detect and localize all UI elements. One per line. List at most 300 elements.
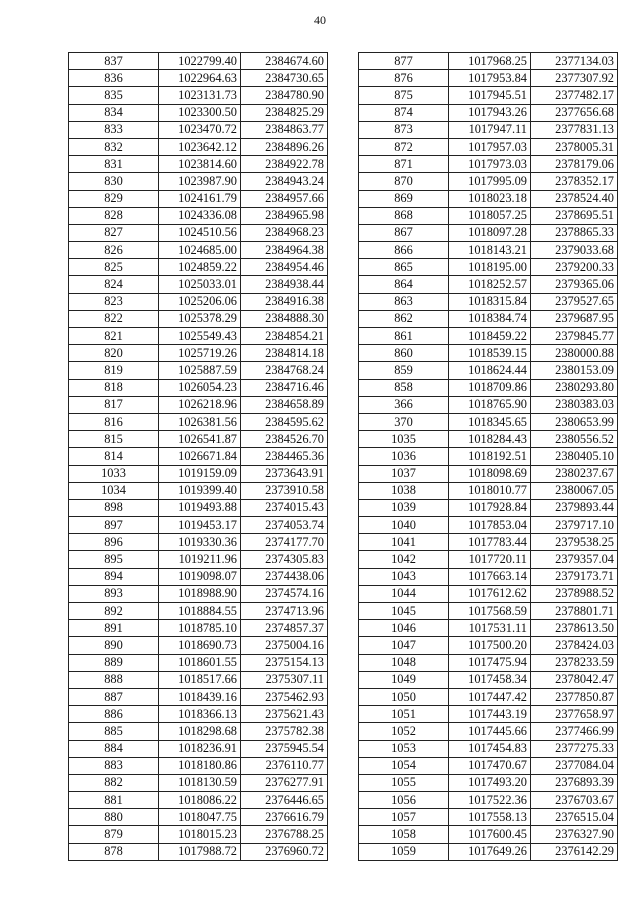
table-row <box>359 224 618 241</box>
table-row <box>359 482 618 499</box>
x-coordinate-cell: 1018884.55 <box>159 603 241 620</box>
x-coordinate-cell: 1017783.44 <box>449 534 531 551</box>
point-number-cell: 833 <box>69 121 159 138</box>
point-number-cell: 1038 <box>359 482 449 499</box>
table-row <box>69 792 328 809</box>
x-coordinate-cell: 1018097.28 <box>449 224 531 241</box>
coordinates-table-left <box>68 52 328 861</box>
y-coordinate-cell: 2384465.36 <box>241 448 328 465</box>
point-number-cell: 826 <box>69 242 159 259</box>
point-number-cell: 867 <box>359 224 449 241</box>
point-number-cell: 1057 <box>359 809 449 826</box>
table-row <box>69 740 328 757</box>
table-row <box>69 637 328 654</box>
point-number-cell: 888 <box>69 671 159 688</box>
point-number-cell: 893 <box>69 585 159 602</box>
x-coordinate-cell: 1017458.34 <box>449 671 531 688</box>
x-coordinate-cell: 1019330.36 <box>159 534 241 551</box>
x-coordinate-cell: 1025033.01 <box>159 276 241 293</box>
point-number-cell: 834 <box>69 104 159 121</box>
x-coordinate-cell: 1017945.51 <box>449 87 531 104</box>
x-coordinate-cell: 1018765.90 <box>449 396 531 413</box>
y-coordinate-cell: 2384965.98 <box>241 207 328 224</box>
x-coordinate-cell: 1018345.65 <box>449 413 531 430</box>
point-number-cell: 821 <box>69 328 159 345</box>
x-coordinate-cell: 1017470.67 <box>449 757 531 774</box>
y-coordinate-cell: 2375621.43 <box>241 706 328 723</box>
table-row <box>359 345 618 362</box>
x-coordinate-cell: 1019453.17 <box>159 517 241 534</box>
y-coordinate-cell: 2376515.04 <box>531 809 618 826</box>
point-number-cell: 1039 <box>359 499 449 516</box>
y-coordinate-cell: 2384964.38 <box>241 242 328 259</box>
point-number-cell: 829 <box>69 190 159 207</box>
y-coordinate-cell: 2379527.65 <box>531 293 618 310</box>
table-row <box>359 499 618 516</box>
x-coordinate-cell: 1018517.66 <box>159 671 241 688</box>
coordinates-table-right <box>358 52 618 861</box>
x-coordinate-cell: 1017493.20 <box>449 774 531 791</box>
x-coordinate-cell: 1018086.22 <box>159 792 241 809</box>
y-coordinate-cell: 2380067.05 <box>531 482 618 499</box>
table-row <box>69 345 328 362</box>
x-coordinate-cell: 1017943.26 <box>449 104 531 121</box>
table-row <box>359 259 618 276</box>
point-number-cell: 870 <box>359 173 449 190</box>
point-number-cell: 832 <box>69 138 159 155</box>
x-coordinate-cell: 1017953.84 <box>449 70 531 87</box>
point-number-cell: 868 <box>359 207 449 224</box>
x-coordinate-cell: 1024685.00 <box>159 242 241 259</box>
y-coordinate-cell: 2379365.06 <box>531 276 618 293</box>
x-coordinate-cell: 1026054.23 <box>159 379 241 396</box>
table-row <box>69 654 328 671</box>
x-coordinate-cell: 1026218.96 <box>159 396 241 413</box>
x-coordinate-cell: 1024510.56 <box>159 224 241 241</box>
point-number-cell: 884 <box>69 740 159 757</box>
x-coordinate-cell: 1018709.86 <box>449 379 531 396</box>
x-coordinate-cell: 1017558.13 <box>449 809 531 826</box>
y-coordinate-cell: 2380405.10 <box>531 448 618 465</box>
point-number-cell: 1058 <box>359 826 449 843</box>
point-number-cell: 1055 <box>359 774 449 791</box>
table-row <box>359 757 618 774</box>
x-coordinate-cell: 1017947.11 <box>449 121 531 138</box>
y-coordinate-cell: 2384716.46 <box>241 379 328 396</box>
y-coordinate-cell: 2376327.90 <box>531 826 618 843</box>
x-coordinate-cell: 1023814.60 <box>159 156 241 173</box>
point-number-cell: 879 <box>69 826 159 843</box>
y-coordinate-cell: 2377482.17 <box>531 87 618 104</box>
point-number-cell: 860 <box>359 345 449 362</box>
y-coordinate-cell: 2377656.68 <box>531 104 618 121</box>
point-number-cell: 817 <box>69 396 159 413</box>
y-coordinate-cell: 2375004.16 <box>241 637 328 654</box>
table-row <box>69 138 328 155</box>
table-row <box>69 826 328 843</box>
point-number-cell: 894 <box>69 568 159 585</box>
x-coordinate-cell: 1017445.66 <box>449 723 531 740</box>
point-number-cell: 1046 <box>359 620 449 637</box>
point-number-cell: 876 <box>359 70 449 87</box>
y-coordinate-cell: 2377275.33 <box>531 740 618 757</box>
y-coordinate-cell: 2374177.70 <box>241 534 328 551</box>
table-row <box>69 465 328 482</box>
y-coordinate-cell: 2384674.60 <box>241 53 328 70</box>
y-coordinate-cell: 2378424.03 <box>531 637 618 654</box>
y-coordinate-cell: 2384825.29 <box>241 104 328 121</box>
x-coordinate-cell: 1019493.88 <box>159 499 241 516</box>
table-row <box>359 671 618 688</box>
x-coordinate-cell: 1019211.96 <box>159 551 241 568</box>
point-number-cell: 1054 <box>359 757 449 774</box>
point-number-cell: 1044 <box>359 585 449 602</box>
table-row <box>359 190 618 207</box>
point-number-cell: 835 <box>69 87 159 104</box>
table-row <box>359 809 618 826</box>
point-number-cell: 828 <box>69 207 159 224</box>
point-number-cell: 1049 <box>359 671 449 688</box>
x-coordinate-cell: 1018690.73 <box>159 637 241 654</box>
y-coordinate-cell: 2384814.18 <box>241 345 328 362</box>
point-number-cell: 820 <box>69 345 159 362</box>
table-row <box>69 70 328 87</box>
table-row <box>69 207 328 224</box>
table-row <box>69 482 328 499</box>
point-number-cell: 1034 <box>69 482 159 499</box>
table-row <box>69 121 328 138</box>
point-number-cell: 859 <box>359 362 449 379</box>
y-coordinate-cell: 2376616.79 <box>241 809 328 826</box>
point-number-cell: 1033 <box>69 465 159 482</box>
y-coordinate-cell: 2374305.83 <box>241 551 328 568</box>
y-coordinate-cell: 2380556.52 <box>531 431 618 448</box>
point-number-cell: 822 <box>69 310 159 327</box>
point-number-cell: 836 <box>69 70 159 87</box>
table-row <box>359 723 618 740</box>
point-number-cell: 1047 <box>359 637 449 654</box>
y-coordinate-cell: 2384863.77 <box>241 121 328 138</box>
x-coordinate-cell: 1017853.04 <box>449 517 531 534</box>
point-number-cell: 825 <box>69 259 159 276</box>
point-number-cell: 875 <box>359 87 449 104</box>
x-coordinate-cell: 1018023.18 <box>449 190 531 207</box>
table-row <box>359 774 618 791</box>
point-number-cell: 897 <box>69 517 159 534</box>
y-coordinate-cell: 2380653.99 <box>531 413 618 430</box>
y-coordinate-cell: 2384595.62 <box>241 413 328 430</box>
point-number-cell: 1037 <box>359 465 449 482</box>
table-row <box>69 224 328 241</box>
x-coordinate-cell: 1018143.21 <box>449 242 531 259</box>
point-number-cell: 889 <box>69 654 159 671</box>
y-coordinate-cell: 2384968.23 <box>241 224 328 241</box>
x-coordinate-cell: 1018601.55 <box>159 654 241 671</box>
y-coordinate-cell: 2384922.78 <box>241 156 328 173</box>
table-row <box>69 310 328 327</box>
table-row <box>69 585 328 602</box>
y-coordinate-cell: 2376703.67 <box>531 792 618 809</box>
y-coordinate-cell: 2373643.91 <box>241 465 328 482</box>
table-row <box>359 310 618 327</box>
point-number-cell: 887 <box>69 688 159 705</box>
table-row <box>359 585 618 602</box>
table-row <box>359 328 618 345</box>
x-coordinate-cell: 1026541.87 <box>159 431 241 448</box>
table-row <box>359 53 618 70</box>
x-coordinate-cell: 1025206.06 <box>159 293 241 310</box>
x-coordinate-cell: 1017988.72 <box>159 843 241 860</box>
x-coordinate-cell: 1018366.13 <box>159 706 241 723</box>
table-row <box>359 293 618 310</box>
y-coordinate-cell: 2375307.11 <box>241 671 328 688</box>
table-row <box>69 534 328 551</box>
x-coordinate-cell: 1017475.94 <box>449 654 531 671</box>
point-number-cell: 866 <box>359 242 449 259</box>
x-coordinate-cell: 1024336.08 <box>159 207 241 224</box>
y-coordinate-cell: 2384526.70 <box>241 431 328 448</box>
point-number-cell: 878 <box>69 843 159 860</box>
table-row <box>359 706 618 723</box>
table-row <box>69 671 328 688</box>
point-number-cell: 837 <box>69 53 159 70</box>
table-row <box>69 603 328 620</box>
y-coordinate-cell: 2375154.13 <box>241 654 328 671</box>
y-coordinate-cell: 2384896.26 <box>241 138 328 155</box>
y-coordinate-cell: 2379893.44 <box>531 499 618 516</box>
point-number-cell: 1043 <box>359 568 449 585</box>
x-coordinate-cell: 1017531.11 <box>449 620 531 637</box>
y-coordinate-cell: 2378352.17 <box>531 173 618 190</box>
x-coordinate-cell: 1018047.75 <box>159 809 241 826</box>
table-row <box>69 431 328 448</box>
table-row <box>359 362 618 379</box>
y-coordinate-cell: 2375462.93 <box>241 688 328 705</box>
table-row <box>69 104 328 121</box>
table-row <box>69 190 328 207</box>
y-coordinate-cell: 2373910.58 <box>241 482 328 499</box>
x-coordinate-cell: 1018384.74 <box>449 310 531 327</box>
point-number-cell: 858 <box>359 379 449 396</box>
point-number-cell: 1040 <box>359 517 449 534</box>
y-coordinate-cell: 2384888.30 <box>241 310 328 327</box>
point-number-cell: 1041 <box>359 534 449 551</box>
y-coordinate-cell: 2375945.54 <box>241 740 328 757</box>
point-number-cell: 882 <box>69 774 159 791</box>
point-number-cell: 1036 <box>359 448 449 465</box>
x-coordinate-cell: 1018252.57 <box>449 276 531 293</box>
y-coordinate-cell: 2378695.51 <box>531 207 618 224</box>
table-row <box>359 104 618 121</box>
y-coordinate-cell: 2379200.33 <box>531 259 618 276</box>
table-row <box>69 242 328 259</box>
x-coordinate-cell: 1017447.42 <box>449 688 531 705</box>
x-coordinate-cell: 1023987.90 <box>159 173 241 190</box>
table-row <box>69 551 328 568</box>
x-coordinate-cell: 1023300.50 <box>159 104 241 121</box>
point-number-cell: 873 <box>359 121 449 138</box>
x-coordinate-cell: 1024859.22 <box>159 259 241 276</box>
x-coordinate-cell: 1017500.20 <box>449 637 531 654</box>
point-number-cell: 885 <box>69 723 159 740</box>
table-row <box>69 293 328 310</box>
x-coordinate-cell: 1018195.00 <box>449 259 531 276</box>
table-row <box>359 654 618 671</box>
x-coordinate-cell: 1017928.84 <box>449 499 531 516</box>
table-row <box>69 499 328 516</box>
y-coordinate-cell: 2380153.09 <box>531 362 618 379</box>
table-body-right <box>359 53 618 861</box>
table-row <box>359 465 618 482</box>
y-coordinate-cell: 2377084.04 <box>531 757 618 774</box>
table-row <box>359 379 618 396</box>
x-coordinate-cell: 1018015.23 <box>159 826 241 843</box>
x-coordinate-cell: 1017968.25 <box>449 53 531 70</box>
table-row <box>359 688 618 705</box>
table-row <box>69 379 328 396</box>
x-coordinate-cell: 1018057.25 <box>449 207 531 224</box>
point-number-cell: 1052 <box>359 723 449 740</box>
x-coordinate-cell: 1018180.86 <box>159 757 241 774</box>
x-coordinate-cell: 1017720.11 <box>449 551 531 568</box>
x-coordinate-cell: 1018098.69 <box>449 465 531 482</box>
table-row <box>69 448 328 465</box>
y-coordinate-cell: 2374015.43 <box>241 499 328 516</box>
x-coordinate-cell: 1025549.43 <box>159 328 241 345</box>
x-coordinate-cell: 1018785.10 <box>159 620 241 637</box>
x-coordinate-cell: 1023470.72 <box>159 121 241 138</box>
y-coordinate-cell: 2378801.71 <box>531 603 618 620</box>
y-coordinate-cell: 2384780.90 <box>241 87 328 104</box>
point-number-cell: 1035 <box>359 431 449 448</box>
point-number-cell: 880 <box>69 809 159 826</box>
table-row <box>359 87 618 104</box>
y-coordinate-cell: 2379173.71 <box>531 568 618 585</box>
point-number-cell: 862 <box>359 310 449 327</box>
table-row <box>69 809 328 826</box>
x-coordinate-cell: 1018315.84 <box>449 293 531 310</box>
y-coordinate-cell: 2378233.59 <box>531 654 618 671</box>
y-coordinate-cell: 2379033.68 <box>531 242 618 259</box>
table-row <box>69 53 328 70</box>
table-row <box>69 706 328 723</box>
x-coordinate-cell: 1018284.43 <box>449 431 531 448</box>
point-number-cell: 814 <box>69 448 159 465</box>
x-coordinate-cell: 1025887.59 <box>159 362 241 379</box>
point-number-cell: 890 <box>69 637 159 654</box>
x-coordinate-cell: 1018539.15 <box>449 345 531 362</box>
point-number-cell: 864 <box>359 276 449 293</box>
table-row <box>359 70 618 87</box>
y-coordinate-cell: 2377831.13 <box>531 121 618 138</box>
point-number-cell: 370 <box>359 413 449 430</box>
point-number-cell: 1053 <box>359 740 449 757</box>
x-coordinate-cell: 1018192.51 <box>449 448 531 465</box>
y-coordinate-cell: 2384658.89 <box>241 396 328 413</box>
table-row <box>69 156 328 173</box>
point-number-cell: 1050 <box>359 688 449 705</box>
y-coordinate-cell: 2374574.16 <box>241 585 328 602</box>
y-coordinate-cell: 2378005.31 <box>531 138 618 155</box>
table-row <box>359 207 618 224</box>
y-coordinate-cell: 2374857.37 <box>241 620 328 637</box>
x-coordinate-cell: 1017663.14 <box>449 568 531 585</box>
y-coordinate-cell: 2384943.24 <box>241 173 328 190</box>
point-number-cell: 863 <box>359 293 449 310</box>
x-coordinate-cell: 1019399.40 <box>159 482 241 499</box>
x-coordinate-cell: 1017568.59 <box>449 603 531 620</box>
point-number-cell: 1059 <box>359 843 449 860</box>
table-row <box>359 534 618 551</box>
point-number-cell: 824 <box>69 276 159 293</box>
point-number-cell: 1051 <box>359 706 449 723</box>
point-number-cell: 886 <box>69 706 159 723</box>
x-coordinate-cell: 1017995.09 <box>449 173 531 190</box>
point-number-cell: 872 <box>359 138 449 155</box>
y-coordinate-cell: 2380383.03 <box>531 396 618 413</box>
x-coordinate-cell: 1019098.07 <box>159 568 241 585</box>
point-number-cell: 895 <box>69 551 159 568</box>
table-row <box>69 843 328 860</box>
table-row <box>69 688 328 705</box>
x-coordinate-cell: 1026671.84 <box>159 448 241 465</box>
table-row <box>69 413 328 430</box>
y-coordinate-cell: 2379357.04 <box>531 551 618 568</box>
table-row <box>69 362 328 379</box>
y-coordinate-cell: 2376110.77 <box>241 757 328 774</box>
point-number-cell: 896 <box>69 534 159 551</box>
x-coordinate-cell: 1026381.56 <box>159 413 241 430</box>
table-body-left <box>69 53 328 861</box>
y-coordinate-cell: 2384938.44 <box>241 276 328 293</box>
x-coordinate-cell: 1017454.83 <box>449 740 531 757</box>
table-row <box>359 156 618 173</box>
y-coordinate-cell: 2374713.96 <box>241 603 328 620</box>
table-row <box>359 603 618 620</box>
y-coordinate-cell: 2377134.03 <box>531 53 618 70</box>
table-row <box>69 173 328 190</box>
x-coordinate-cell: 1022799.40 <box>159 53 241 70</box>
y-coordinate-cell: 2377658.97 <box>531 706 618 723</box>
x-coordinate-cell: 1018439.16 <box>159 688 241 705</box>
y-coordinate-cell: 2379538.25 <box>531 534 618 551</box>
point-number-cell: 883 <box>69 757 159 774</box>
y-coordinate-cell: 2378524.40 <box>531 190 618 207</box>
point-number-cell: 815 <box>69 431 159 448</box>
table-row <box>69 259 328 276</box>
y-coordinate-cell: 2378865.33 <box>531 224 618 241</box>
y-coordinate-cell: 2380000.88 <box>531 345 618 362</box>
x-coordinate-cell: 1024161.79 <box>159 190 241 207</box>
x-coordinate-cell: 1025719.26 <box>159 345 241 362</box>
point-number-cell: 871 <box>359 156 449 173</box>
table-row <box>359 396 618 413</box>
table-row <box>359 413 618 430</box>
table-row <box>69 328 328 345</box>
point-number-cell: 818 <box>69 379 159 396</box>
table-row <box>359 740 618 757</box>
table-row <box>359 431 618 448</box>
table-row <box>69 757 328 774</box>
point-number-cell: 891 <box>69 620 159 637</box>
point-number-cell: 869 <box>359 190 449 207</box>
point-number-cell: 1045 <box>359 603 449 620</box>
y-coordinate-cell: 2376788.25 <box>241 826 328 843</box>
y-coordinate-cell: 2380293.80 <box>531 379 618 396</box>
y-coordinate-cell: 2384916.38 <box>241 293 328 310</box>
point-number-cell: 1056 <box>359 792 449 809</box>
y-coordinate-cell: 2374053.74 <box>241 517 328 534</box>
